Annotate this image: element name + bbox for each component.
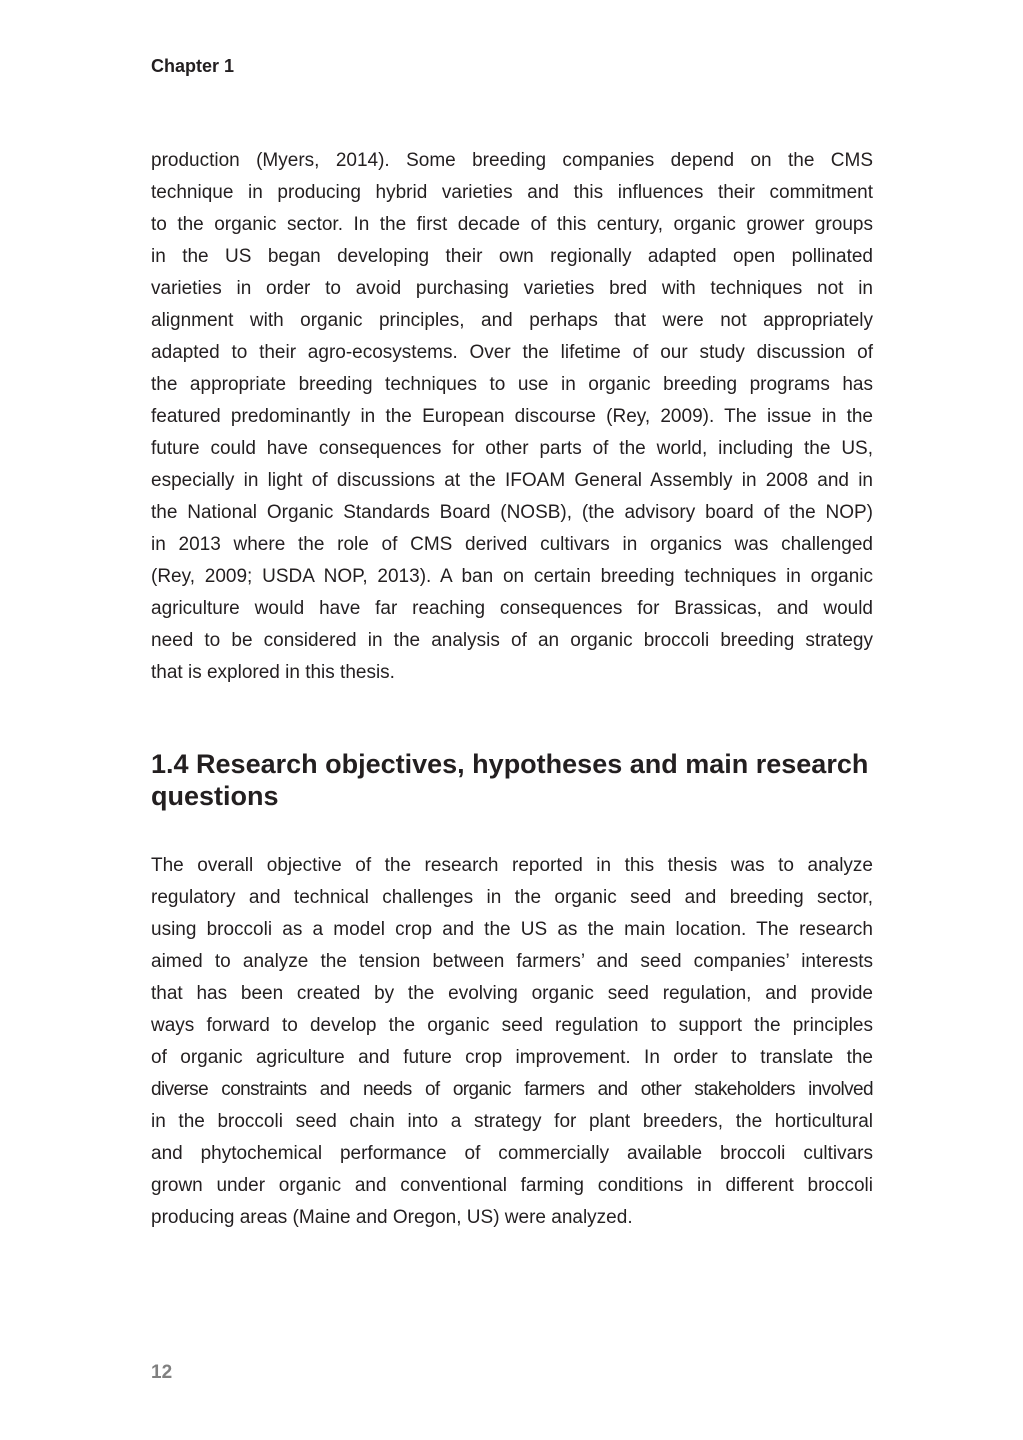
section-heading-line: questions	[151, 781, 279, 811]
text-line: production (Myers, 2014). Some breeding companies depend on the CMS	[151, 150, 873, 171]
text-line: of organic agriculture and future crop improvement. In order to translate the	[151, 1047, 873, 1068]
text-line: in 2013 where the role of CMS derived cultivars in organics was challenged	[151, 534, 873, 555]
text-line: future could have consequences for other parts of the world, including the US,	[151, 438, 873, 459]
text-line: regulatory and technical challenges in the organic seed and breeding sector,	[151, 887, 873, 908]
text-line: in the US began developing their own regionally adapted open pollinated	[151, 246, 873, 267]
text-line: that is explored in this thesis.	[151, 662, 395, 683]
text-line: in the broccoli seed chain into a strategy for plant breeders, the horticultural	[151, 1111, 873, 1132]
body-paragraph-1	[151, 145, 873, 689]
text-line: ways forward to develop the organic seed regulation to support the principles	[151, 1015, 873, 1036]
section-heading-line: 1.4 Research objectives, hypotheses and main research	[151, 749, 869, 779]
text-line: alignment with organic principles, and perhaps that were not appropriately	[151, 310, 873, 331]
text-line: (Rey, 2009; USDA NOP, 2013). A ban on certain breeding techniques in organic	[151, 566, 873, 587]
text-line: diverse constraints and needs of organic farmers and other stakeholders involved	[151, 1079, 873, 1100]
text-line: agriculture would have far reaching consequences for Brassicas, and would	[151, 598, 873, 619]
text-line: aimed to analyze the tension between farmers’ and seed companies’ interests	[151, 951, 873, 972]
text-line: using broccoli as a model crop and the US as the main location. The research	[151, 919, 873, 940]
text-line: the National Organic Standards Board (NOSB), (the advisory board of the NOP)	[151, 502, 873, 523]
text-line: varieties in order to avoid purchasing varieties bred with techniques not in	[151, 278, 873, 299]
text-line: the appropriate breeding techniques to use in organic breeding programs has	[151, 374, 873, 395]
text-line: and phytochemical performance of commercially available broccoli cultivars	[151, 1143, 873, 1164]
text-line: featured predominantly in the European discourse (Rey, 2009). The issue in the	[151, 406, 873, 427]
text-line: grown under organic and conventional farming conditions in different broccoli	[151, 1175, 873, 1196]
text-line: especially in light of discussions at the IFOAM General Assembly in 2008 and in	[151, 470, 873, 491]
body-paragraph-2	[151, 850, 873, 1234]
text-line: The overall objective of the research reported in this thesis was to analyze	[151, 855, 873, 876]
text-line: need to be considered in the analysis of an organic broccoli breeding strategy	[151, 630, 873, 651]
text-line: adapted to their agro-ecosystems. Over the lifetime of our study discussion of	[151, 342, 873, 363]
text-line: to the organic sector. In the first decade of this century, organic grower groups	[151, 214, 873, 235]
section-heading	[151, 748, 891, 812]
page-number: 12	[151, 1362, 173, 1383]
text-line: producing areas (Maine and Oregon, US) were analyzed.	[151, 1207, 633, 1228]
text-line: technique in producing hybrid varieties and this influences their commitment	[151, 182, 873, 203]
chapter-header: Chapter 1	[151, 56, 235, 76]
text-line: that has been created by the evolving organic seed regulation, and provide	[151, 983, 873, 1004]
